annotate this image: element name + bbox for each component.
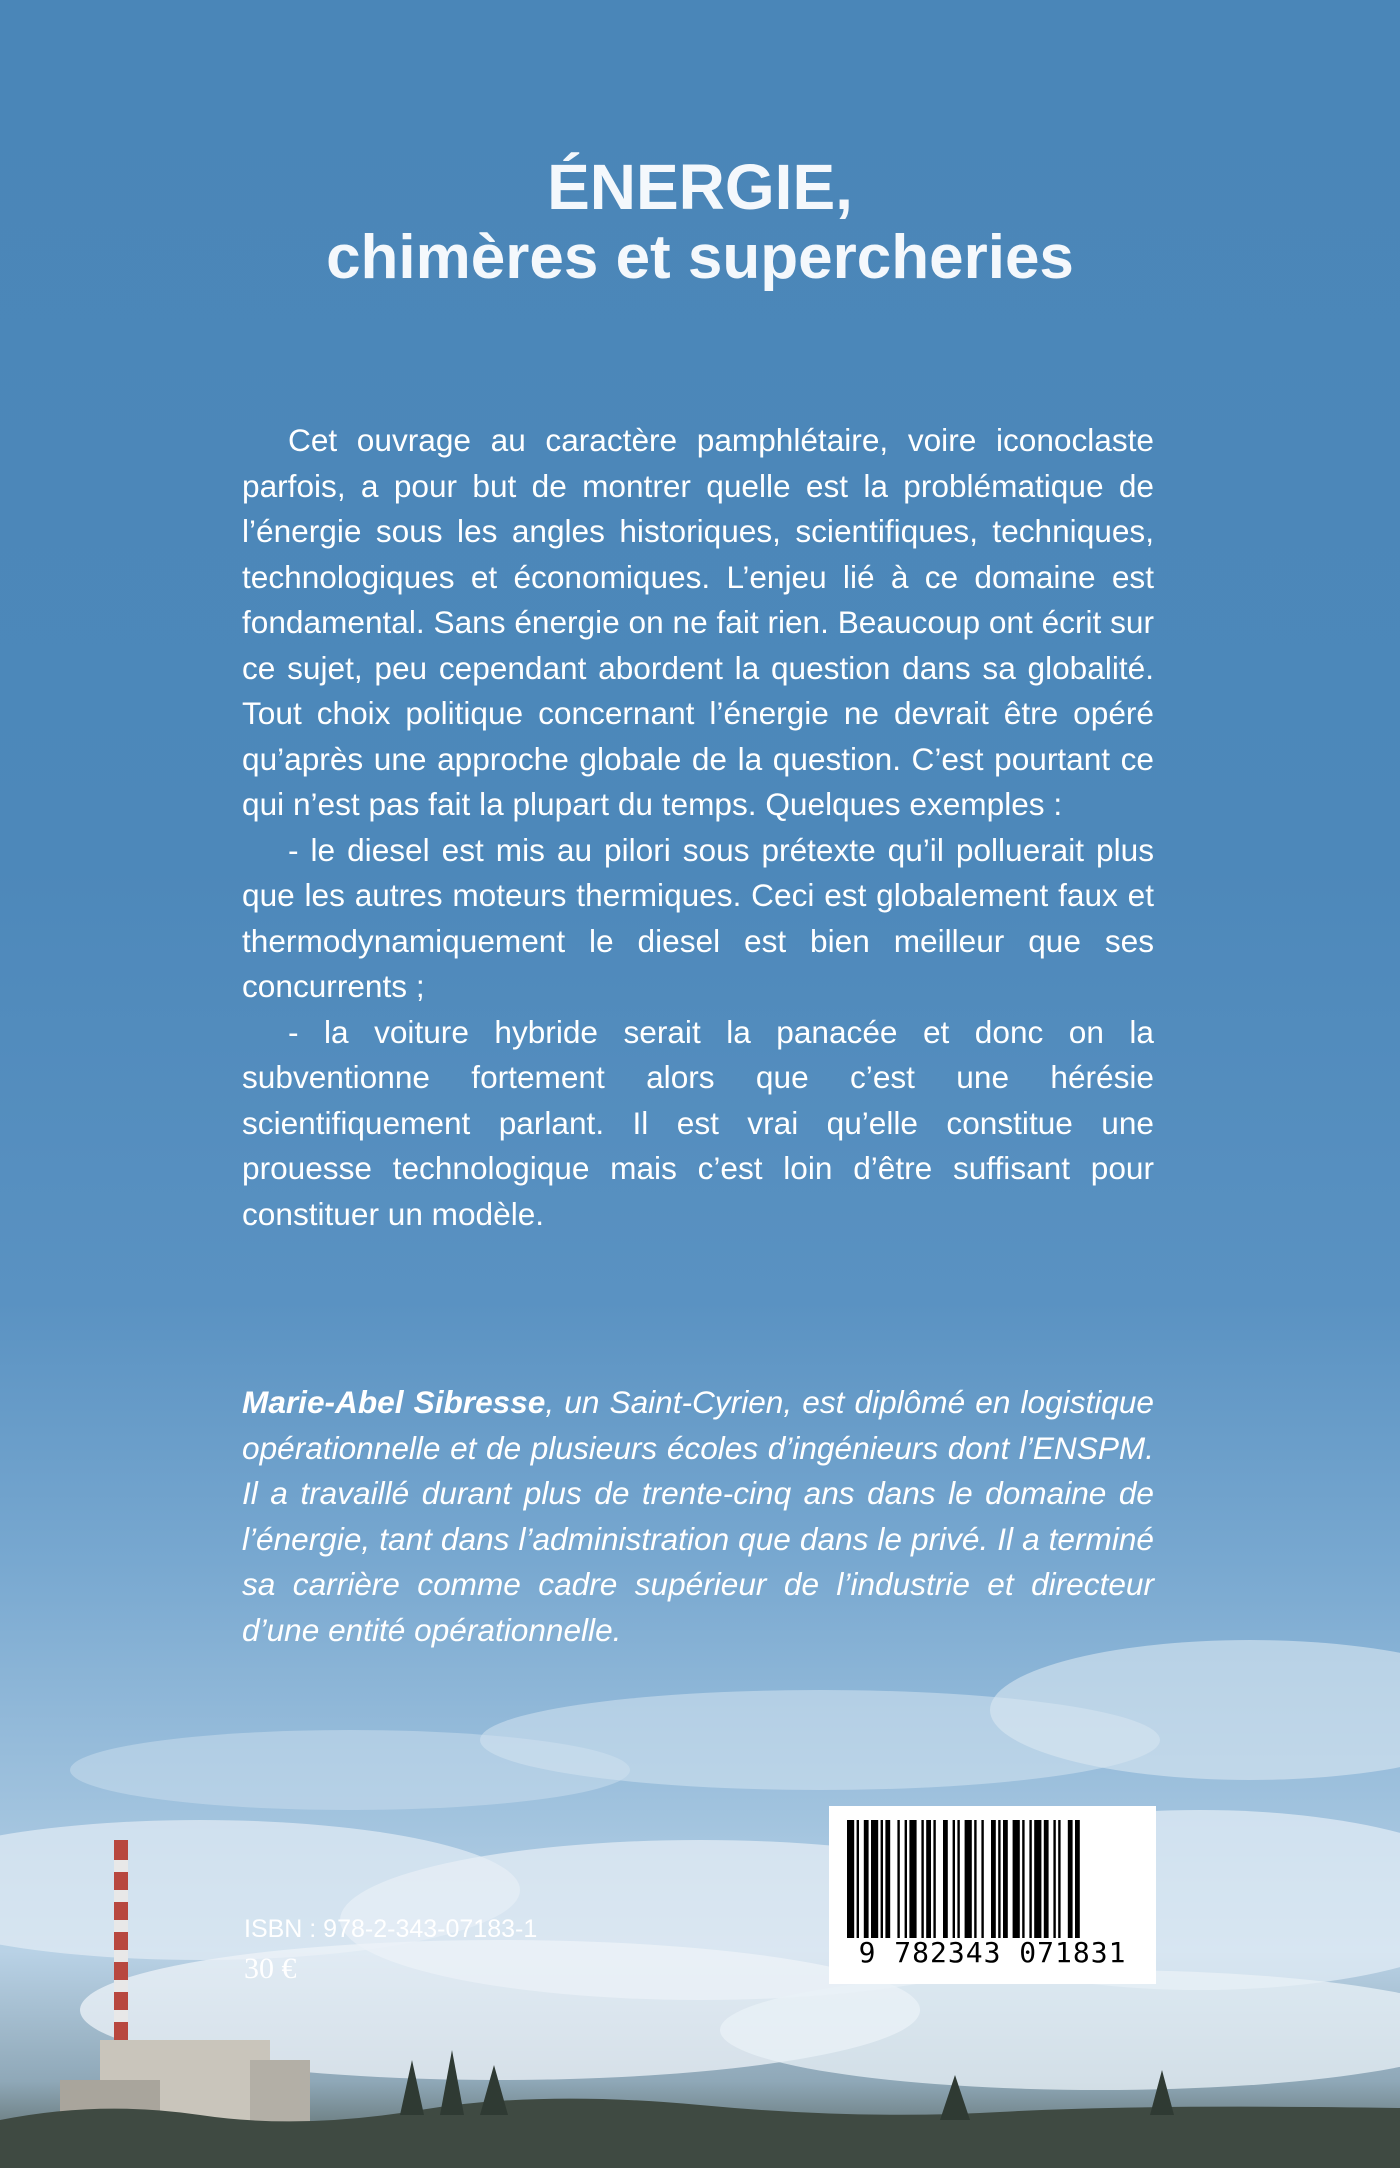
barcode-bar bbox=[1075, 1820, 1080, 1938]
barcode-bar bbox=[991, 1820, 996, 1938]
barcode-bar bbox=[998, 1820, 1000, 1938]
isbn-label: ISBN : 978-2-343-07183-1 bbox=[244, 1915, 538, 1943]
author-bio-text: , un Saint-Cyrien, est diplômé en logistique opérationnelle et de plusieurs écoles d’ingénieurs dont l’ENSPM. Il a travaillé durant plus de trente-cinq ans dans le domaine de l’énergie, tant dans l’administration que dans le privé. Il a terminé sa carrière comme cadre supérieur de l’industrie et directeur d’une entité opérationnelle. bbox=[242, 1384, 1155, 1648]
barcode-bar bbox=[1053, 1820, 1055, 1938]
barcode-bar bbox=[857, 1820, 859, 1938]
summary-paragraph-hybrid: - la voiture hybride serait la panacée et donc on la subventionne fortement alors que c’est une hérésie scientifiquement parlant. Il est vrai qu’elle constitue une prouesse technologique mais c’est loin d’être suffisant pour constituer un modèle. bbox=[242, 1013, 1154, 1232]
author-bio bbox=[242, 1380, 1154, 1653]
barcode-bar bbox=[957, 1820, 959, 1938]
barcode-bar bbox=[1068, 1820, 1073, 1938]
barcode-bar bbox=[965, 1820, 972, 1938]
barcode-bar bbox=[926, 1820, 931, 1938]
barcode-bar bbox=[871, 1820, 878, 1938]
barcode-bars bbox=[847, 1820, 1138, 1938]
barcode-bar bbox=[1013, 1820, 1020, 1938]
barcode-bar bbox=[953, 1820, 955, 1938]
price-label: 30 € bbox=[244, 1952, 297, 1985]
barcode-bar bbox=[1044, 1820, 1049, 1938]
barcode-bar bbox=[864, 1820, 869, 1938]
barcode-bar bbox=[1022, 1820, 1024, 1938]
barcode-bar bbox=[1058, 1820, 1060, 1938]
barcode-bar bbox=[1034, 1820, 1041, 1938]
barcode-bar bbox=[847, 1820, 854, 1938]
title-line-2: chimères et supercheries bbox=[326, 223, 1074, 292]
barcode-bar bbox=[909, 1820, 916, 1938]
barcode-number: 9 782343 071831 bbox=[858, 1936, 1127, 1969]
barcode-bar bbox=[974, 1820, 976, 1938]
barcode-bar bbox=[933, 1820, 935, 1938]
author-name: Marie-Abel Sibresse bbox=[242, 1384, 546, 1420]
barcode-bar bbox=[1003, 1820, 1008, 1938]
barcode bbox=[829, 1806, 1156, 1984]
barcode-bar bbox=[881, 1820, 883, 1938]
book-summary bbox=[242, 418, 1154, 1237]
barcode-bar bbox=[1029, 1820, 1031, 1938]
barcode-bar bbox=[921, 1820, 923, 1938]
barcode-bar bbox=[897, 1820, 899, 1938]
summary-paragraph-diesel: - le diesel est mis au pilori sous prétexte qu’il polluerait plus que les autres moteurs thermiques. Ceci est globalement faux et thermodynamiquement le diesel est bien meilleur que ses concurrents ; bbox=[242, 831, 1154, 1004]
barcode-bar bbox=[943, 1820, 948, 1938]
barcode-bar bbox=[981, 1820, 983, 1938]
barcode-bar bbox=[885, 1820, 890, 1938]
barcode-bar bbox=[905, 1820, 907, 1938]
summary-paragraph-intro: Cet ouvrage au caractère pamphlétaire, voire iconoclaste parfois, a pour but de montrer quelle est la problématique de l’énergie sous les angles historiques, scientifiques, techniques, technologiques et économiques. L’enjeu lié à ce domaine est fondamental. Sans énergie on ne fait rien. Beaucoup ont écrit sur ce sujet, peu cependant abordent la question dans sa globalité. Tout choix politique concernant l’énergie ne devrait être opéré qu’après une approche globale de la question. C’est pourtant ce qui n’est pas fait la plupart du temps. Quelques exemples : bbox=[242, 422, 1154, 822]
title-line-1: ÉNERGIE, bbox=[547, 151, 853, 223]
